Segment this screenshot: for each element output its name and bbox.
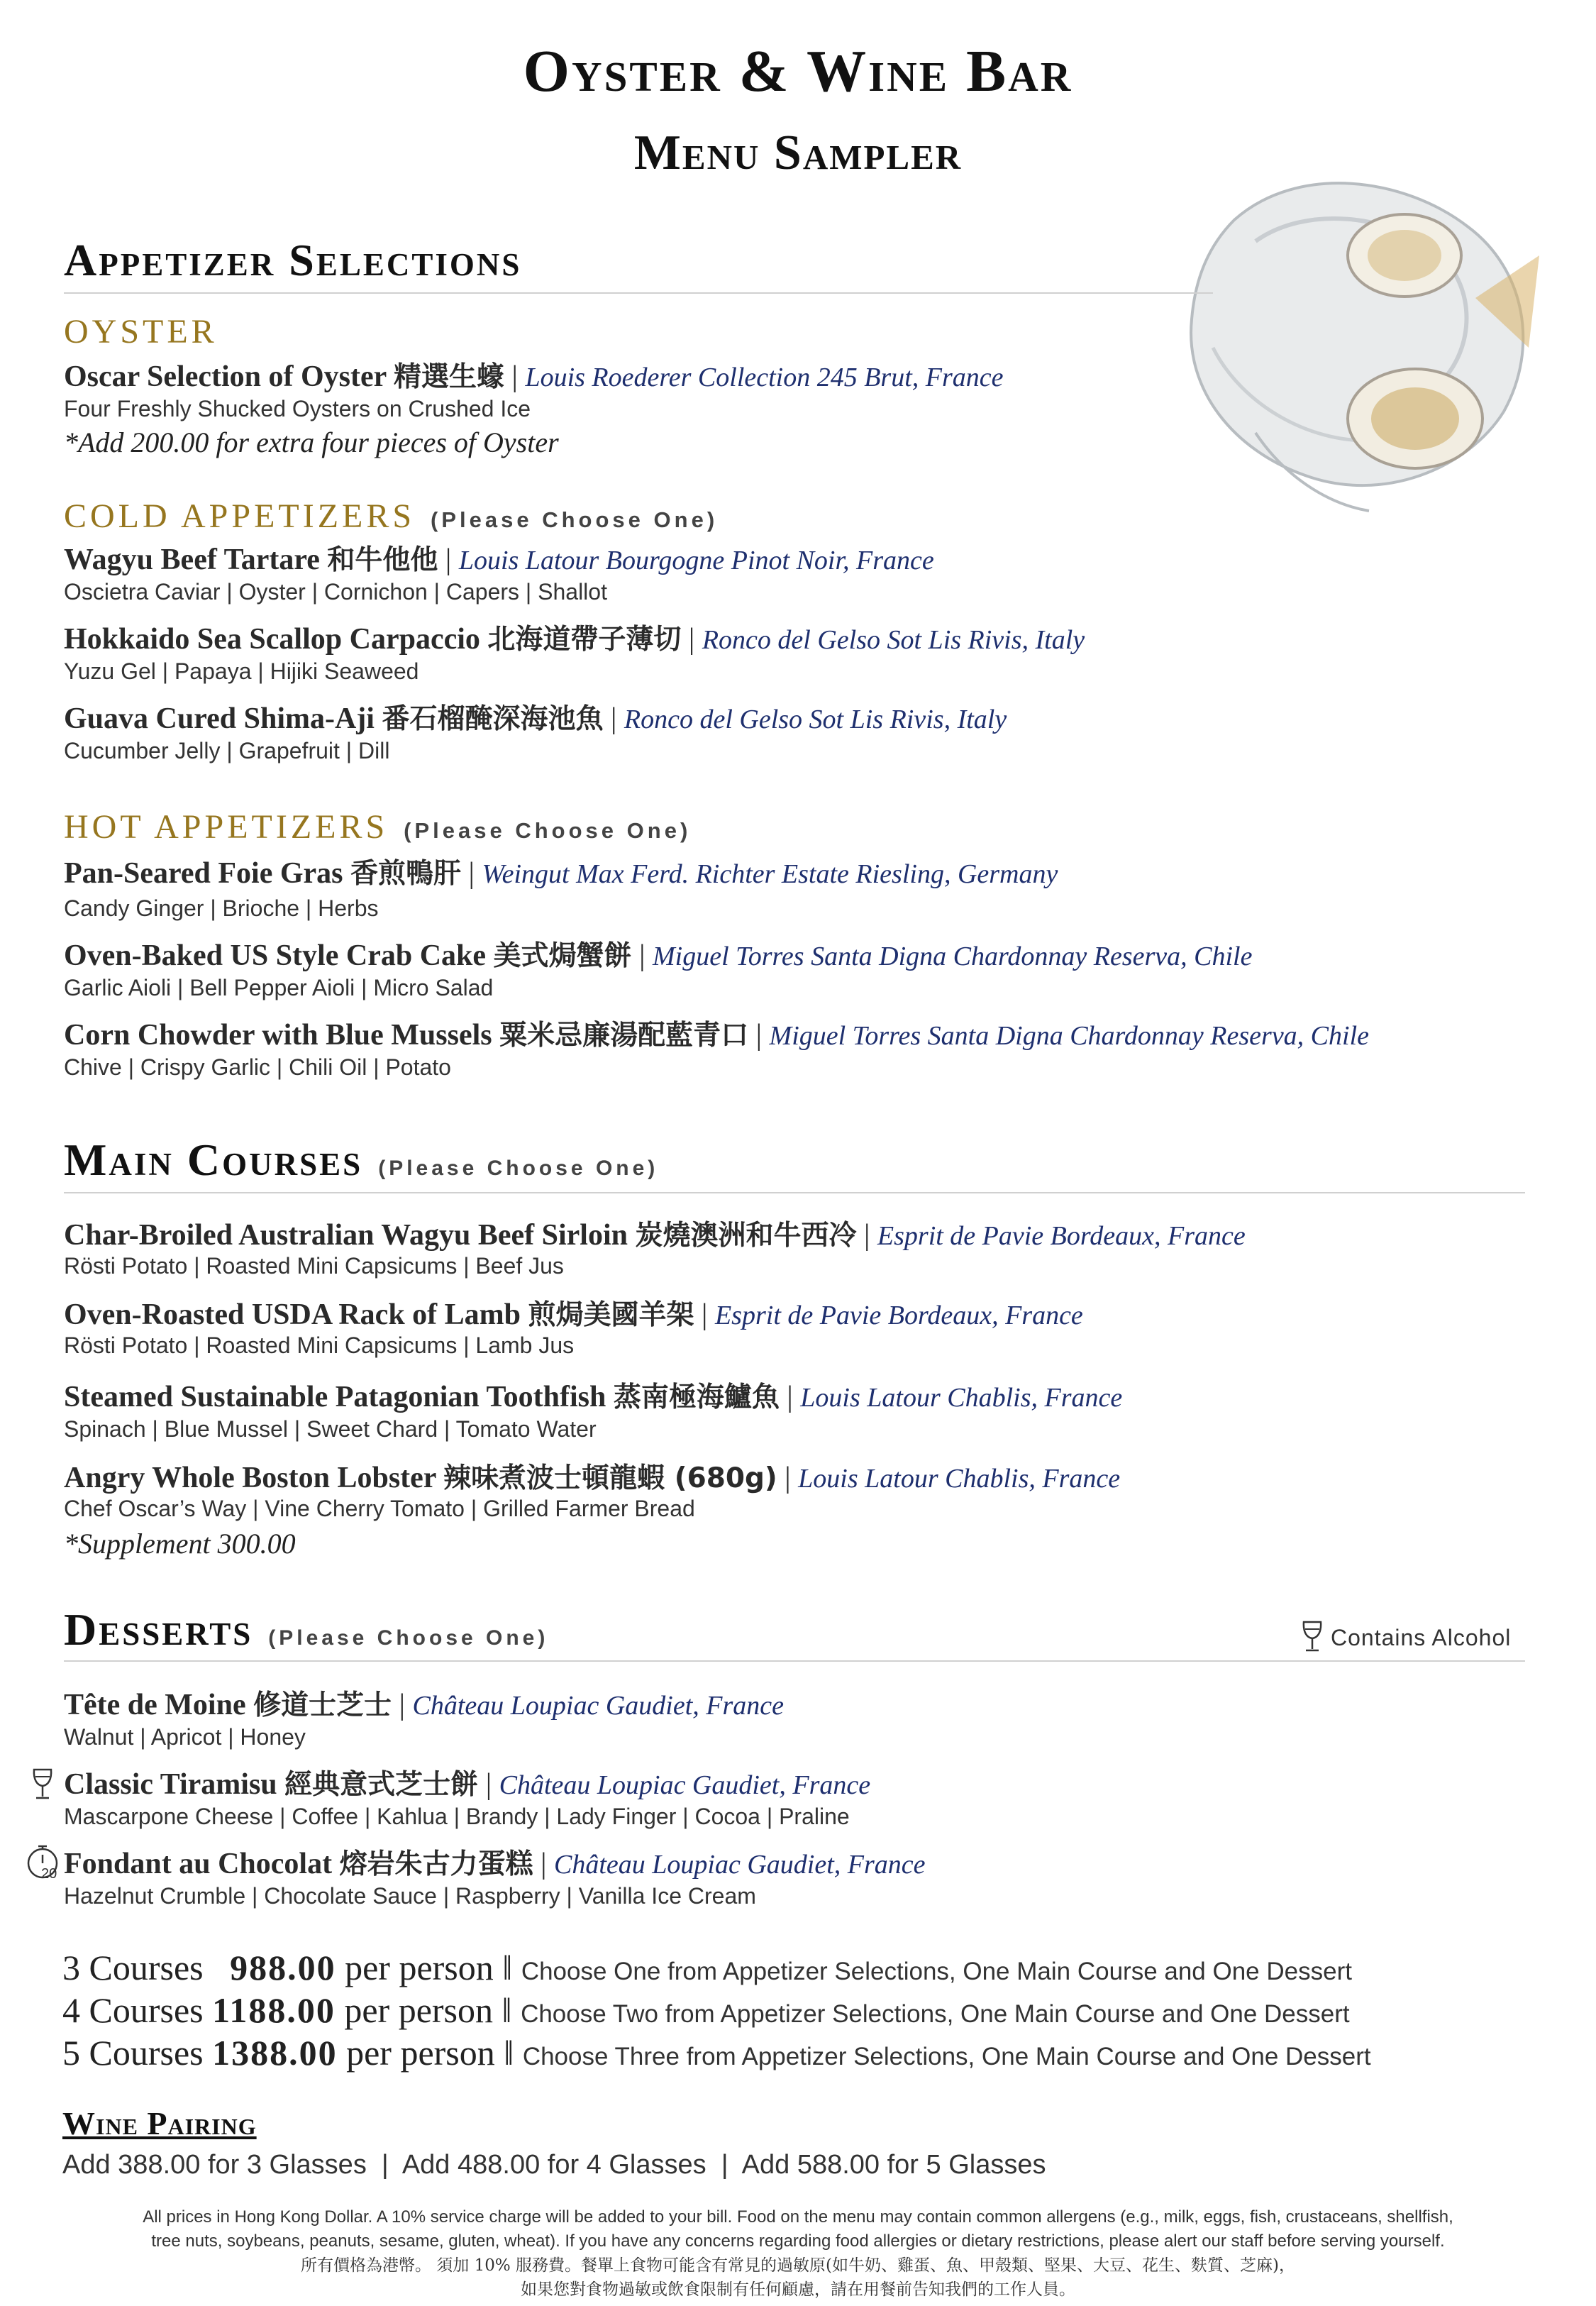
alcohol-label: Contains Alcohol	[1331, 1625, 1512, 1650]
timer-icon	[24, 1842, 64, 1883]
main-courses-heading: Main Courses (Please Choose One)	[64, 1135, 659, 1185]
divider	[64, 1660, 1525, 1662]
dish-description: Cucumber Jelly | Grapefruit | Dill	[64, 738, 390, 763]
cold-appetizers-heading: COLD APPETIZERS (Please Choose One)	[64, 497, 719, 535]
dish-title: Classic Tiramisu 經典意式芝士餅 | Château Loupiac Gaudiet, France	[64, 1768, 871, 1801]
price-line-5: 5 Courses 1388.00 per person ‖ Choose Three from Appetizer Selections, One Main Course and One Dessert	[62, 2033, 1371, 2073]
oyster-illustration	[1170, 135, 1568, 532]
footer-zh-line: 如果您對食物過敏或飲食限制有任何顧慮，請在用餐前告知我們的工作人員。	[521, 2280, 1075, 2299]
menu-title: Oyster & Wine Bar	[523, 38, 1073, 104]
price-line-4: 4 Courses 1188.00 per person ‖ Choose Two from Appetizer Selections, One Main Course and One Dessert	[62, 1990, 1350, 2030]
dish-title: Oven-Roasted USDA Rack of Lamb 煎焗美國羊架 | Esprit de Pavie Bordeaux, France	[64, 1298, 1083, 1331]
dish-title: Pan-Seared Foie Gras 香煎鴨肝 | Weingut Max Ferd. Richter Estate Riesling, Germany	[64, 857, 1058, 890]
footer-en-line: All prices in Hong Kong Dollar. A 10% service charge will be added to your bill. Food on the menu may contain common allergens (e.g., milk, eggs, fish, crustaceans, shellfish,	[143, 2207, 1453, 2227]
footer-disclaimer	[43, 2205, 1553, 2302]
dish-description: Four Freshly Shucked Oysters on Crushed Ice	[64, 396, 531, 421]
dish-description: Yuzu Gel | Papaya | Hijiki Seaweed	[64, 658, 419, 684]
dish-description: Rösti Potato | Roasted Mini Capsicums | Lamb Jus	[64, 1333, 575, 1358]
dish-title: Steamed Sustainable Patagonian Toothfish 蒸南極海鱸魚 | Louis Latour Chablis, France	[64, 1381, 1123, 1413]
dish-title: Fondant au Chocolat 熔岩朱古力蛋糕 | Château Loupiac Gaudiet, France	[64, 1848, 926, 1880]
alcohol-legend	[1298, 1619, 1525, 1655]
divider	[64, 1192, 1525, 1193]
timer-label: 20	[41, 1866, 57, 1882]
price-line-3: 3 Courses 988.00 per person ‖ Choose One from Appetizer Selections, One Main Course and One Dessert	[62, 1948, 1352, 1987]
oyster-heading: OYSTER	[64, 313, 218, 351]
dish-title: Hokkaido Sea Scallop Carpaccio 北海道帶子薄切 | Ronco del Gelso Sot Lis Rivis, Italy	[64, 623, 1085, 656]
oyster-extra-note: *Add 200.00 for extra four pieces of Oyster	[64, 426, 559, 458]
dish-description: Spinach | Blue Mussel | Sweet Chard | Tomato Water	[64, 1416, 597, 1442]
appetizer-heading: Appetizer Selections	[64, 235, 522, 285]
divider	[64, 292, 1213, 294]
dish-description: Chef Oscar’s Way | Vine Cherry Tomato | Grilled Farmer Bread	[64, 1496, 695, 1521]
dish-title: Guava Cured Shima-Aji 番石榴醃深海池魚 | Ronco del Gelso Sot Lis Rivis, Italy	[64, 702, 1007, 735]
dish-description: Chive | Crispy Garlic | Chili Oil | Potato	[64, 1054, 451, 1080]
dish-description: Candy Ginger | Brioche | Herbs	[64, 895, 379, 921]
dish-description: Walnut | Apricot | Honey	[64, 1724, 306, 1750]
dish-title: Oven-Baked US Style Crab Cake 美式焗蟹餅 | Miguel Torres Santa Digna Chardonnay Reserva, Chile	[64, 939, 1253, 972]
wine-glass-icon	[28, 1767, 57, 1802]
dish-title: Char-Broiled Australian Wagyu Beef Sirloin 炭燒澳洲和牛西冷 | Esprit de Pavie Bordeaux, France	[64, 1219, 1246, 1252]
wine-glass-icon	[1298, 1619, 1326, 1655]
dish-title: Wagyu Beef Tartare 和牛他他 | Louis Latour Bourgogne Pinot Noir, France	[64, 544, 934, 576]
menu-subtitle: Menu Sampler	[633, 126, 963, 180]
dish-title: Oscar Selection of Oyster 精選生蠔 | Louis Roederer Collection 245 Brut, France	[64, 360, 1004, 393]
wine-pairing-options: Add 388.00 for 3 Glasses | Add 488.00 for 4 Glasses | Add 588.00 for 5 Glasses	[62, 2150, 1046, 2180]
footer-zh-line: 所有價格為港幣。 須加 10% 服務費。餐單上食物可能含有常見的過敏原(如牛奶、雞蛋、魚、甲殼類、堅果、大豆、花生、麩質、芝麻)，	[300, 2256, 1295, 2275]
dish-description: Hazelnut Crumble | Chocolate Sauce | Raspberry | Vanilla Ice Cream	[64, 1883, 756, 1909]
hot-appetizers-heading: HOT APPETIZERS (Please Choose One)	[64, 808, 692, 846]
dish-title: Corn Chowder with Blue Mussels 粟米忌廉湯配藍青口 | Miguel Torres Santa Digna Chardonnay Reserva, Chile	[64, 1019, 1370, 1052]
dish-description: Garlic Aioli | Bell Pepper Aioli | Micro Salad	[64, 975, 494, 1000]
dish-title: Angry Whole Boston Lobster 辣味煮波士頓龍蝦 (680g) | Louis Latour Chablis, France	[64, 1462, 1121, 1494]
desserts-heading: Desserts (Please Choose One)	[64, 1604, 549, 1655]
dish-title: Tête de Moine 修道士芝士 | Château Loupiac Gaudiet, France	[64, 1689, 785, 1721]
dish-description: Oscietra Caviar | Oyster | Cornichon | Capers | Shallot	[64, 579, 607, 605]
wine-pairing-heading: Wine Pairing	[62, 2105, 257, 2141]
dish-description: Rösti Potato | Roasted Mini Capsicums | Beef Jus	[64, 1253, 564, 1279]
footer-en-line: tree nuts, soybeans, peanuts, sesame, gluten, wheat). If you have any concerns regarding food allergies or dietary restrictions, please alert our staff before serving yourself.	[151, 2231, 1445, 2251]
supplement-note: *Supplement 300.00	[64, 1528, 296, 1560]
dish-description: Mascarpone Cheese | Coffee | Kahlua | Brandy | Lady Finger | Cocoa | Praline	[64, 1804, 850, 1829]
